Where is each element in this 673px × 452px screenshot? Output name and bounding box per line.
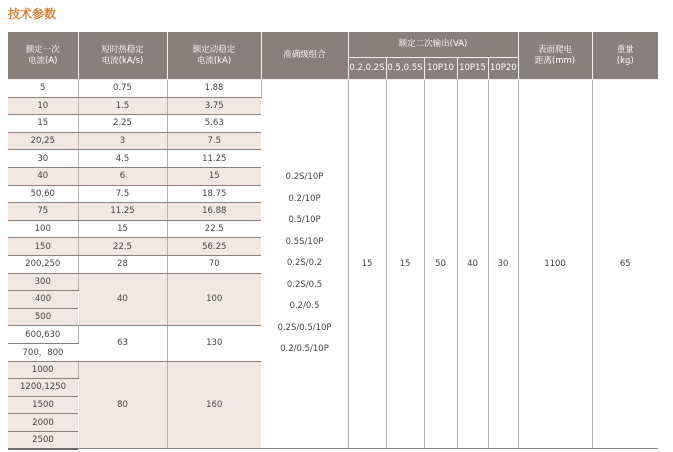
primary-current-cell: 75 bbox=[8, 203, 78, 221]
thermal-cell: 80 bbox=[78, 361, 167, 449]
primary-current-cell: 150 bbox=[8, 238, 78, 256]
primary-current-cell: 20,25 bbox=[8, 132, 78, 150]
thermal-cell: 3 bbox=[78, 132, 167, 150]
primary-current-cell: 700，800 bbox=[8, 343, 78, 361]
header-accuracy-combination: 准确级组合 bbox=[261, 32, 348, 80]
thermal-cell: 7.5 bbox=[78, 185, 167, 203]
accuracy-item: 0.5S/10P bbox=[285, 236, 324, 247]
output-value-cell: 40 bbox=[457, 80, 488, 449]
primary-current-cell: 500 bbox=[8, 308, 78, 326]
thermal-cell: 0.75 bbox=[78, 80, 167, 98]
thermal-cell: 63 bbox=[78, 326, 167, 361]
primary-current-cell: 1200,1250 bbox=[8, 379, 78, 397]
dynamic-cell: 15 bbox=[167, 167, 261, 185]
thermal-cell: 11.25 bbox=[78, 203, 167, 221]
dynamic-cell: 1.88 bbox=[167, 80, 261, 98]
accuracy-item: 0.2S/0.2 bbox=[286, 258, 323, 269]
primary-current-cell: 200,250 bbox=[8, 255, 78, 273]
table-row bbox=[8, 80, 658, 98]
dynamic-cell: 160 bbox=[167, 361, 261, 449]
primary-current-cell: 600,630 bbox=[8, 326, 78, 344]
accuracy-item: 0.2S/10P bbox=[285, 172, 324, 183]
thermal-cell: 22.5 bbox=[78, 238, 167, 256]
thermal-cell: 1.5 bbox=[78, 97, 167, 115]
output-value-cell: 50 bbox=[424, 80, 457, 449]
output-value-cell: 15 bbox=[348, 80, 386, 449]
weight-value-cell: 65 bbox=[592, 80, 658, 449]
dynamic-cell: 11.25 bbox=[167, 150, 261, 168]
primary-current-cell: 100 bbox=[8, 220, 78, 238]
thermal-cell: 4.5 bbox=[78, 150, 167, 168]
primary-current-cell: 30 bbox=[8, 150, 78, 168]
dynamic-cell: 70 bbox=[167, 255, 261, 273]
thermal-cell: 15 bbox=[78, 220, 167, 238]
primary-current-cell: 50,60 bbox=[8, 185, 78, 203]
dynamic-cell: 130 bbox=[167, 326, 261, 361]
dynamic-cell: 7.5 bbox=[167, 132, 261, 150]
thermal-cell: 28 bbox=[78, 255, 167, 273]
primary-current-cell: 15 bbox=[8, 115, 78, 133]
accuracy-item: 0.2S/0.5 bbox=[286, 279, 323, 290]
primary-current-cell: 300 bbox=[8, 273, 78, 291]
accuracy-item: 0.2/10P bbox=[288, 193, 321, 204]
header-short-time-thermal: 短时热稳定 电流(kA/s) bbox=[78, 32, 167, 80]
accuracy-item: 0.5/10P bbox=[288, 215, 321, 226]
thermal-cell: 6 bbox=[78, 167, 167, 185]
header-primary-current: 额定一次 电流(A) bbox=[8, 32, 78, 80]
technical-parameters-table bbox=[8, 32, 658, 450]
dynamic-cell: 22.5 bbox=[167, 220, 261, 238]
primary-current-cell: 1000 bbox=[8, 361, 78, 379]
creepage-value-cell: 1100 bbox=[518, 80, 592, 449]
subheader-output: 0.2,0.2S bbox=[348, 58, 386, 80]
subheader-output: 10P15 bbox=[457, 58, 488, 80]
dynamic-cell: 56.25 bbox=[167, 238, 261, 256]
subheader-output: 0.5,0.5S bbox=[386, 58, 424, 80]
subheader-output: 10P10 bbox=[424, 58, 457, 80]
accuracy-item: 0.2/0.5/10P bbox=[280, 344, 329, 355]
dynamic-cell: 5.63 bbox=[167, 115, 261, 133]
primary-current-cell: 1500 bbox=[8, 396, 78, 414]
section-title: 技术参数 bbox=[8, 7, 57, 21]
output-value-cell: 15 bbox=[386, 80, 424, 449]
primary-current-cell: 2000 bbox=[8, 414, 78, 432]
primary-current-cell: 40 bbox=[8, 167, 78, 185]
primary-current-cell: 2500 bbox=[8, 431, 78, 449]
dynamic-cell: 16.88 bbox=[167, 203, 261, 221]
thermal-cell: 2.25 bbox=[78, 115, 167, 133]
dynamic-cell: 3.75 bbox=[167, 97, 261, 115]
header-secondary-output: 额定二次输出(VA) bbox=[348, 32, 518, 58]
header-weight: 重量 (kg) bbox=[592, 32, 658, 80]
subheader-output: 10P20 bbox=[488, 58, 518, 80]
dynamic-cell: 18.75 bbox=[167, 185, 261, 203]
header-dynamic-stable: 额定动稳定 电流(kA) bbox=[167, 32, 261, 80]
thermal-cell: 40 bbox=[78, 273, 167, 326]
accuracy-combination-cell bbox=[261, 80, 348, 449]
header-creepage: 表面爬电 距离(mm) bbox=[518, 32, 592, 80]
dynamic-cell: 100 bbox=[167, 273, 261, 326]
primary-current-cell: 10 bbox=[8, 97, 78, 115]
accuracy-item: 0.2/0.5 bbox=[289, 301, 320, 312]
primary-current-cell: 400 bbox=[8, 291, 78, 309]
accuracy-item: 0.2S/0.5/10P bbox=[277, 322, 332, 333]
primary-current-cell: 5 bbox=[8, 80, 78, 98]
output-value-cell: 30 bbox=[488, 80, 518, 449]
